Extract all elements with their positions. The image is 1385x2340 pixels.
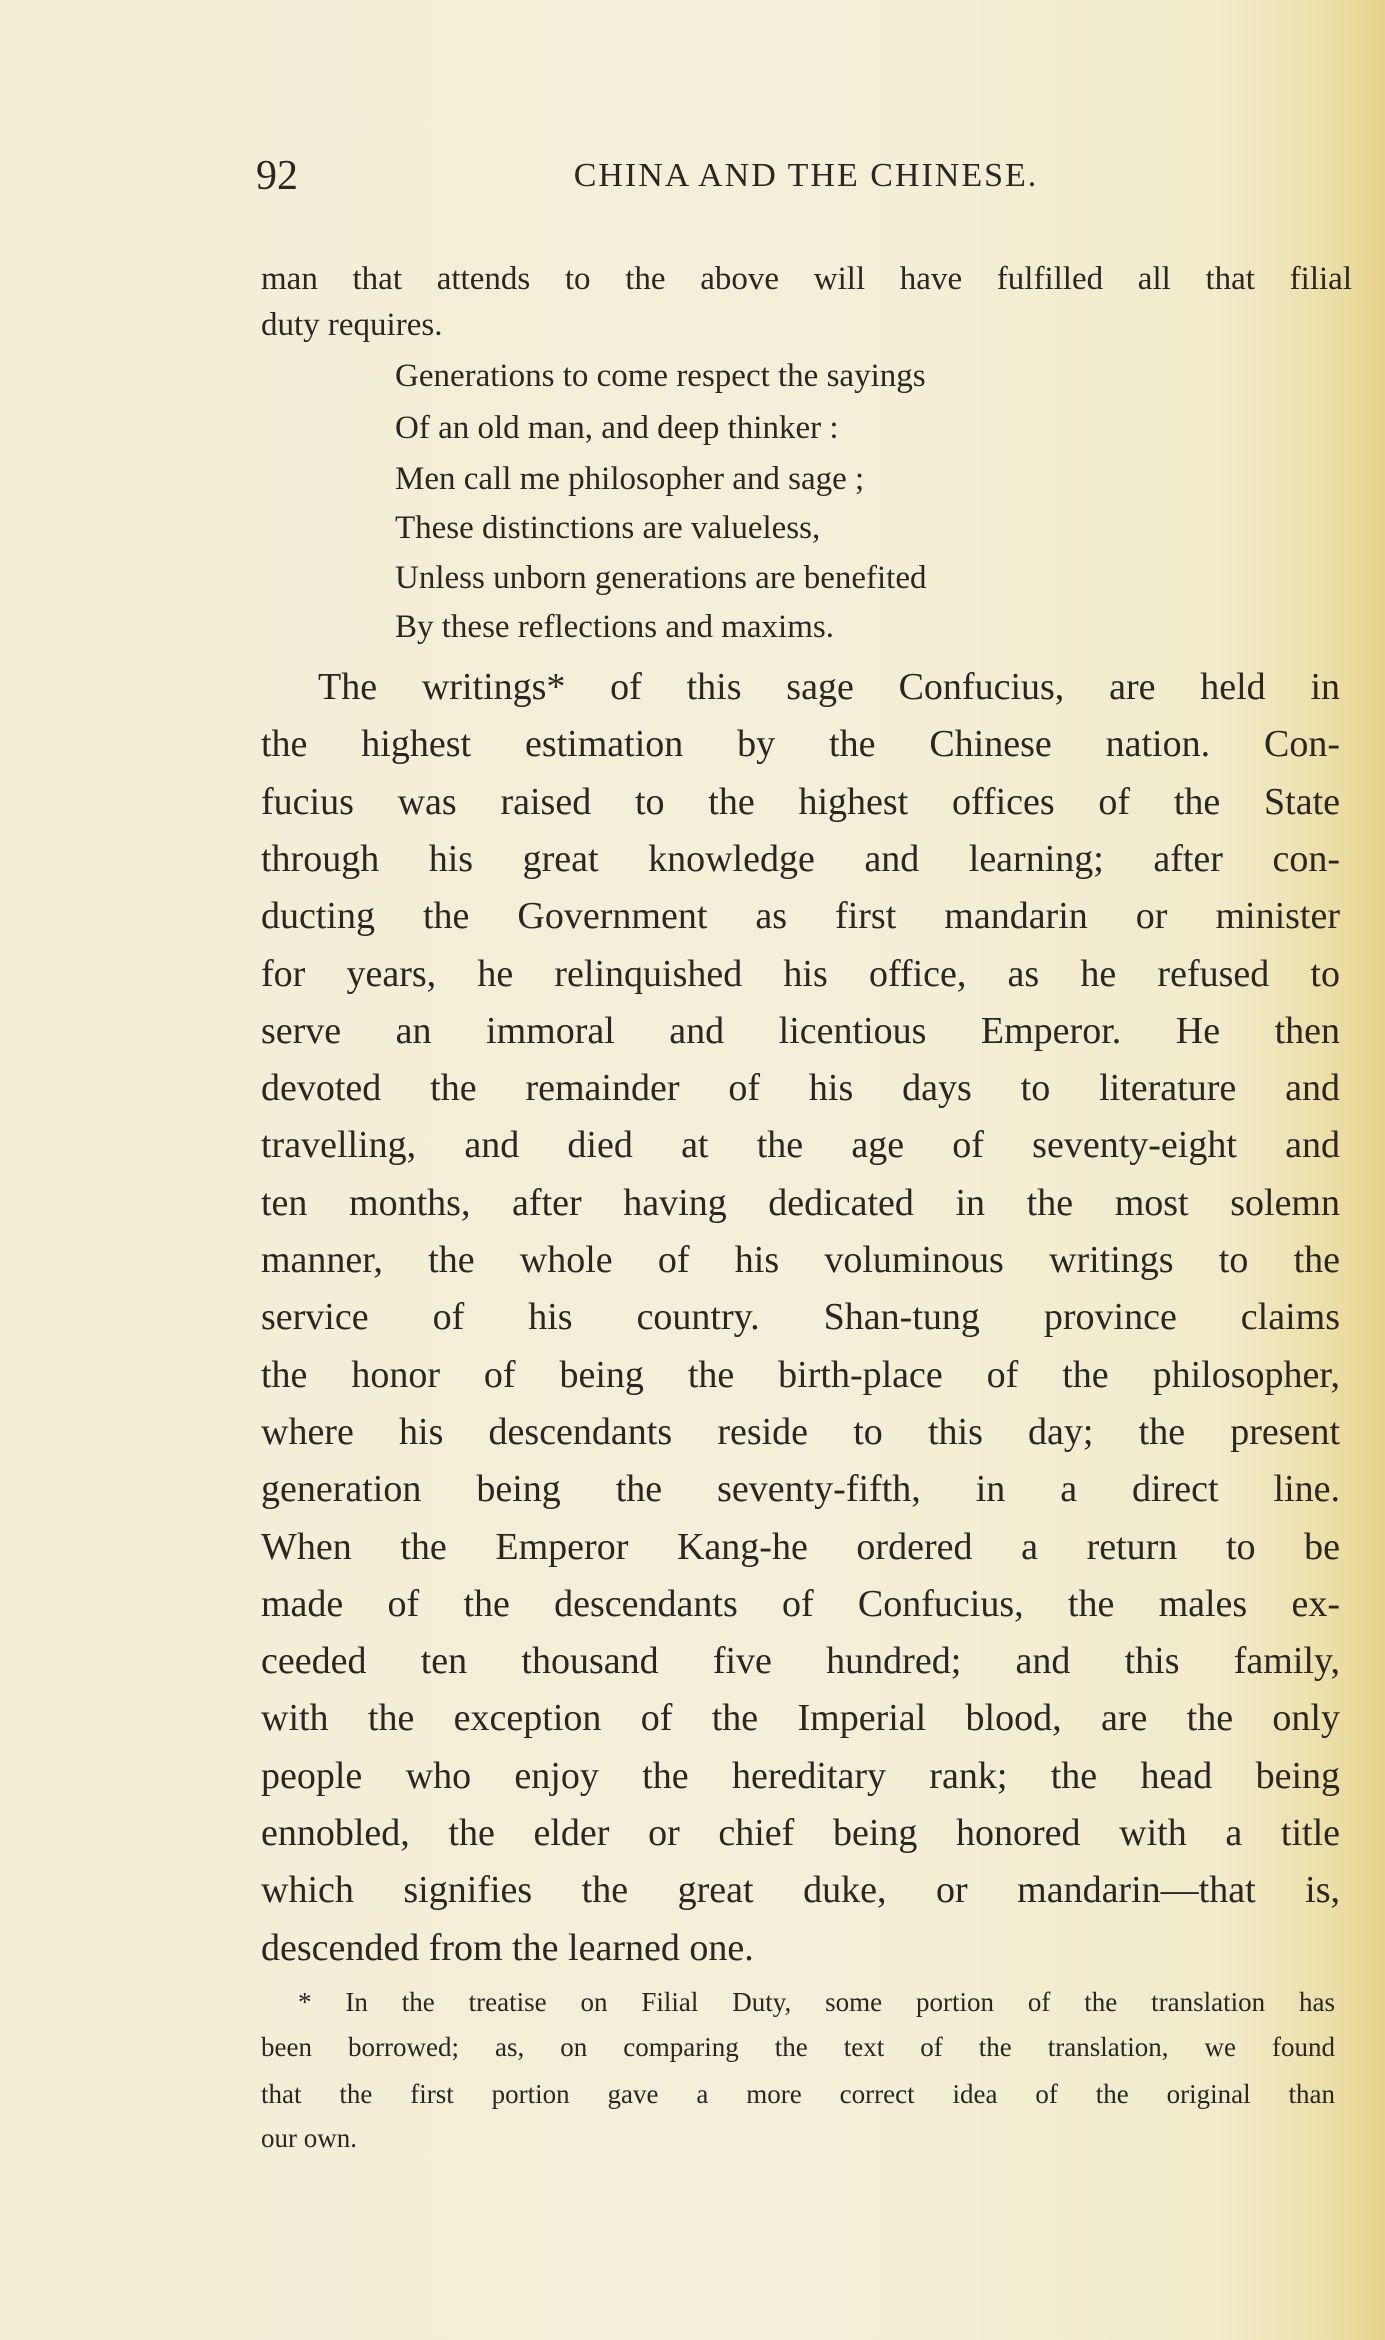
intro-line: man that attends to the above will have fulfilled all that filial: [261, 261, 1352, 297]
footnote-line: our own.: [261, 2123, 357, 2153]
paragraph-line: serve an immoral and licentious Emperor. He then: [261, 1009, 1340, 1052]
poem-line: Of an old man, and deep thinker :: [395, 410, 839, 446]
paragraph-line: the highest estimation by the Chinese nation. Con-: [261, 723, 1340, 766]
page-number: 92: [256, 153, 298, 199]
footnote-line: * In the treatise on Filial Duty, some portion of the translation has: [298, 1987, 1335, 2017]
paragraph-line: generation being the seventy-fifth, in a direct line.: [261, 1468, 1340, 1511]
paragraph-line: with the exception of the Imperial blood, are the only: [261, 1697, 1340, 1740]
paragraph-line: The writings* of this sage Confucius, are held in: [318, 666, 1340, 708]
poem-line: Unless unborn generations are benefited: [395, 560, 927, 596]
paragraph-line: where his descendants reside to this day; the present: [261, 1410, 1340, 1453]
paragraph-line: the honor of being the birth-place of the philosopher,: [261, 1353, 1340, 1396]
paragraph-line: which signifies the great duke, or mandarin—that is,: [261, 1869, 1340, 1912]
paragraph-line: travelling, and died at the age of seventy-eight and: [261, 1124, 1340, 1167]
paragraph-line: manner, the whole of his voluminous writings to the: [261, 1239, 1340, 1281]
poem-line: By these reflections and maxims.: [395, 609, 834, 645]
paragraph-line: for years, he relinquished his office, as he refused to: [261, 952, 1340, 995]
intro-line: duty requires.: [261, 307, 443, 343]
running-title: CHINA AND THE CHINESE.: [573, 157, 1039, 194]
poem-line: Men call me philosopher and sage ;: [395, 461, 865, 497]
paragraph-line: through his great knowledge and learning; after con-: [261, 837, 1340, 880]
paragraph-line: ten months, after having dedicated in the most solemn: [261, 1181, 1340, 1224]
paragraph-line: When the Emperor Kang-he ordered a return to be: [261, 1525, 1340, 1568]
footnote-line: been borrowed; as, on comparing the text of the translation, we found: [261, 2032, 1335, 2062]
paragraph-line: devoted the remainder of his days to literature and: [261, 1067, 1340, 1110]
poem-line: Generations to come respect the sayings: [395, 358, 926, 394]
paragraph-line: ceeded ten thousand five hundred; and this family,: [261, 1640, 1340, 1683]
paragraph-line: service of his country. Shan-tung province claims: [261, 1296, 1340, 1339]
paragraph-line: made of the descendants of Confucius, the males ex-: [261, 1582, 1340, 1625]
paragraph-line: ennobled, the elder or chief being honored with a title: [261, 1812, 1340, 1854]
paragraph-line: descended from the learned one.: [261, 1926, 754, 1969]
poem-line: These distinctions are valueless,: [395, 510, 821, 546]
paragraph-line: ducting the Government as first mandarin or minister: [261, 895, 1340, 938]
paragraph-line: people who enjoy the hereditary rank; the head being: [261, 1754, 1340, 1797]
footnote-line: that the first portion gave a more correct idea of the original than: [261, 2079, 1335, 2109]
paragraph-line: fucius was raised to the highest offices of the State: [261, 780, 1340, 823]
